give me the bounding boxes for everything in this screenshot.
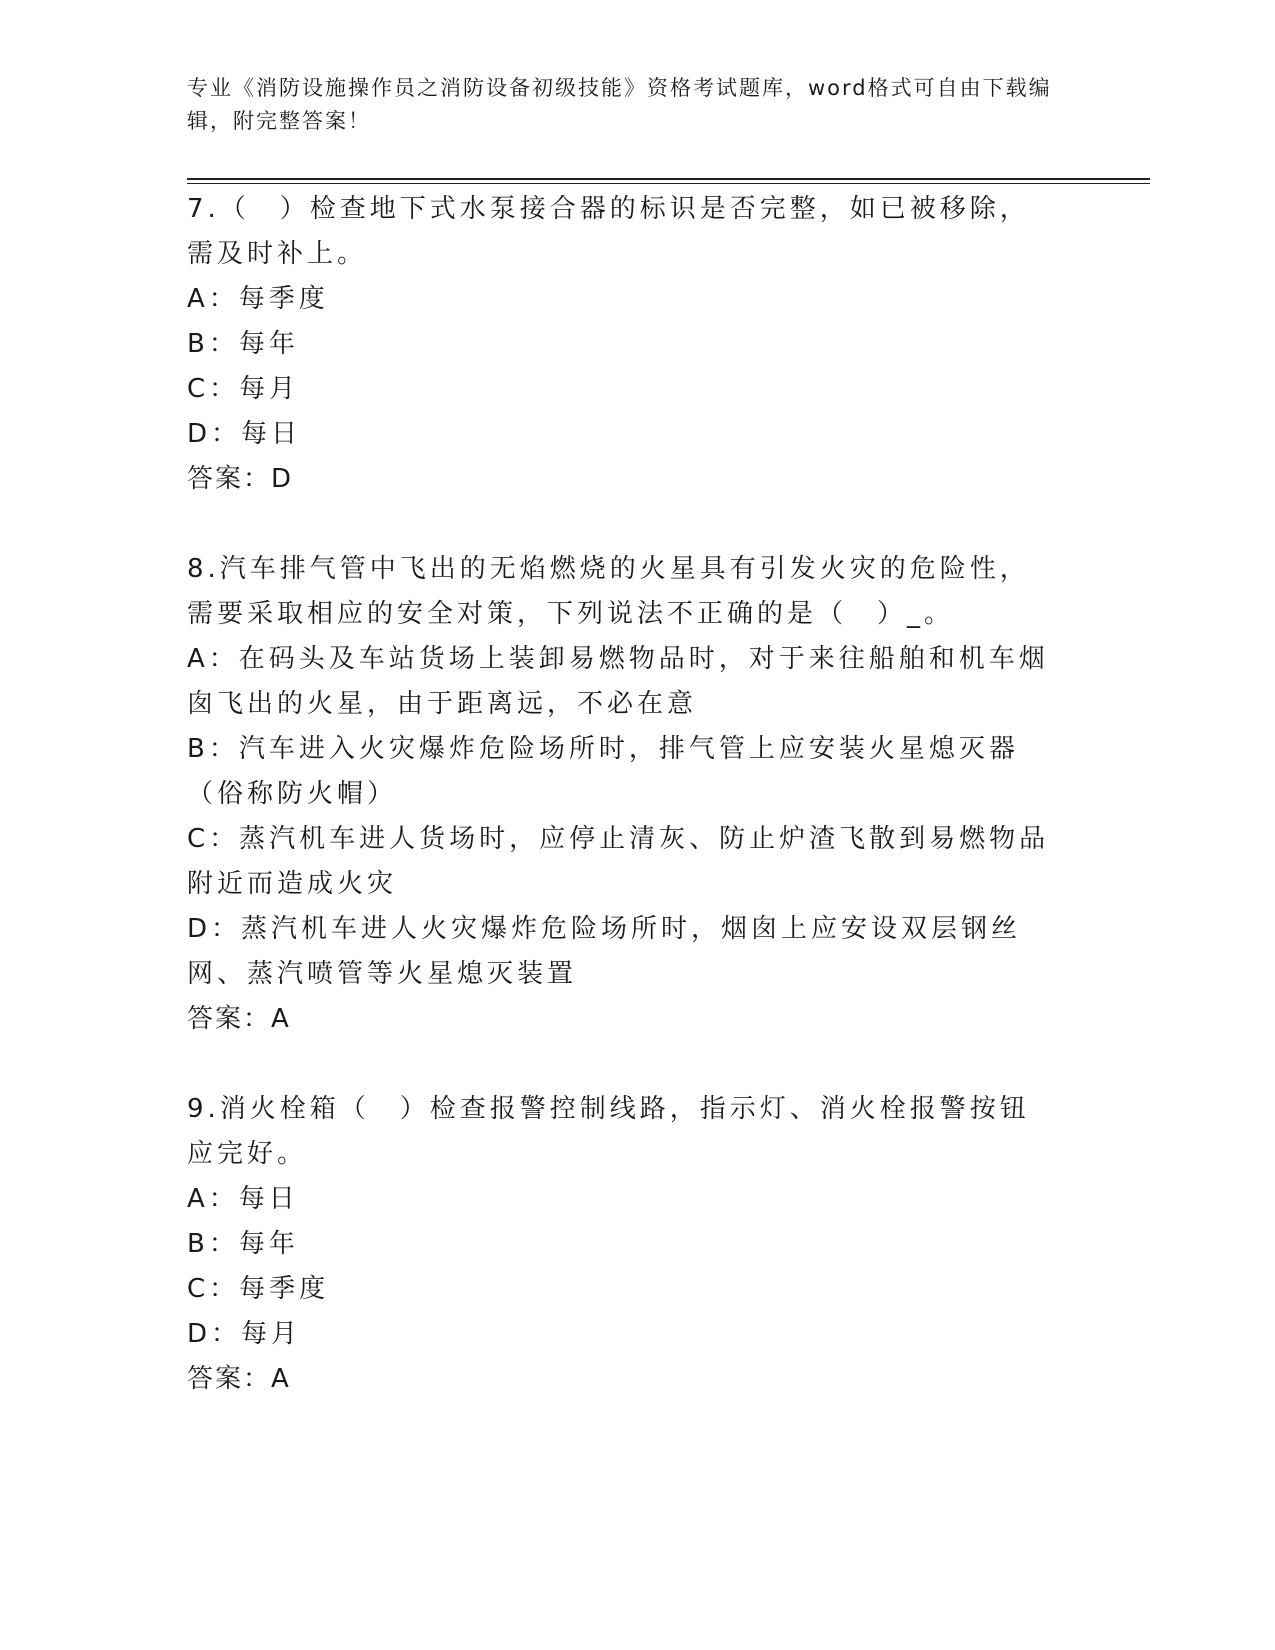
option-a: A：在码头及车站货场上装卸易燃物品时，对于来往船舶和机车烟囱飞出的火星，由于距离远，不必在意 <box>187 644 1049 719</box>
option-d: D：蒸汽机车进人火灾爆炸危险场所时，烟囱上应安设双层钢丝网、蒸汽喷管等火星熄灭装置 <box>187 914 1022 989</box>
option-a: A：每季度 <box>187 284 329 314</box>
option-c: C：每月 <box>187 374 300 404</box>
question-list <box>187 187 1087 1447</box>
answer: 答案：A <box>187 1004 291 1034</box>
option-b: B：每年 <box>187 329 299 359</box>
document-header: 专业《消防设施操作员之消防设备初级技能》资格考试题库，word格式可自由下载编辑，附完整答案！ <box>187 76 1052 133</box>
question-stem: 8.汽车排气管中飞出的无焰燃烧的火星具有引发火灾的危险性，需要采取相应的安全对策，下列说法不正确的是（ ）_。 <box>187 554 1030 629</box>
question-9 <box>187 1087 1087 1402</box>
option-c: C：每季度 <box>187 1274 330 1304</box>
header-divider-thick <box>187 178 1150 180</box>
option-d: D：每月 <box>187 1319 302 1349</box>
option-d: D：每日 <box>187 419 302 449</box>
option-b: B：汽车进入火灾爆炸危险场所时，排气管上应安装火星熄灭器（俗称防火帽） <box>187 734 1019 809</box>
option-a: A：每日 <box>187 1184 299 1214</box>
answer: 答案：A <box>187 1364 291 1394</box>
answer: 答案：D <box>187 464 294 494</box>
question-stem: 7.（ ）检查地下式水泵接合器的标识是否完整，如已被移除，需及时补上。 <box>187 194 1030 269</box>
option-b: B：每年 <box>187 1229 299 1259</box>
question-stem: 9.消火栓箱（ ）检查报警控制线路，指示灯、消火栓报警按钮应完好。 <box>187 1094 1030 1169</box>
header-divider-thin <box>187 183 1150 184</box>
question-8 <box>187 547 1087 1042</box>
question-7 <box>187 187 1087 502</box>
option-c: C：蒸汽机车进人货场时，应停止清灰、防止炉渣飞散到易燃物品附近而造成火灾 <box>187 824 1050 899</box>
